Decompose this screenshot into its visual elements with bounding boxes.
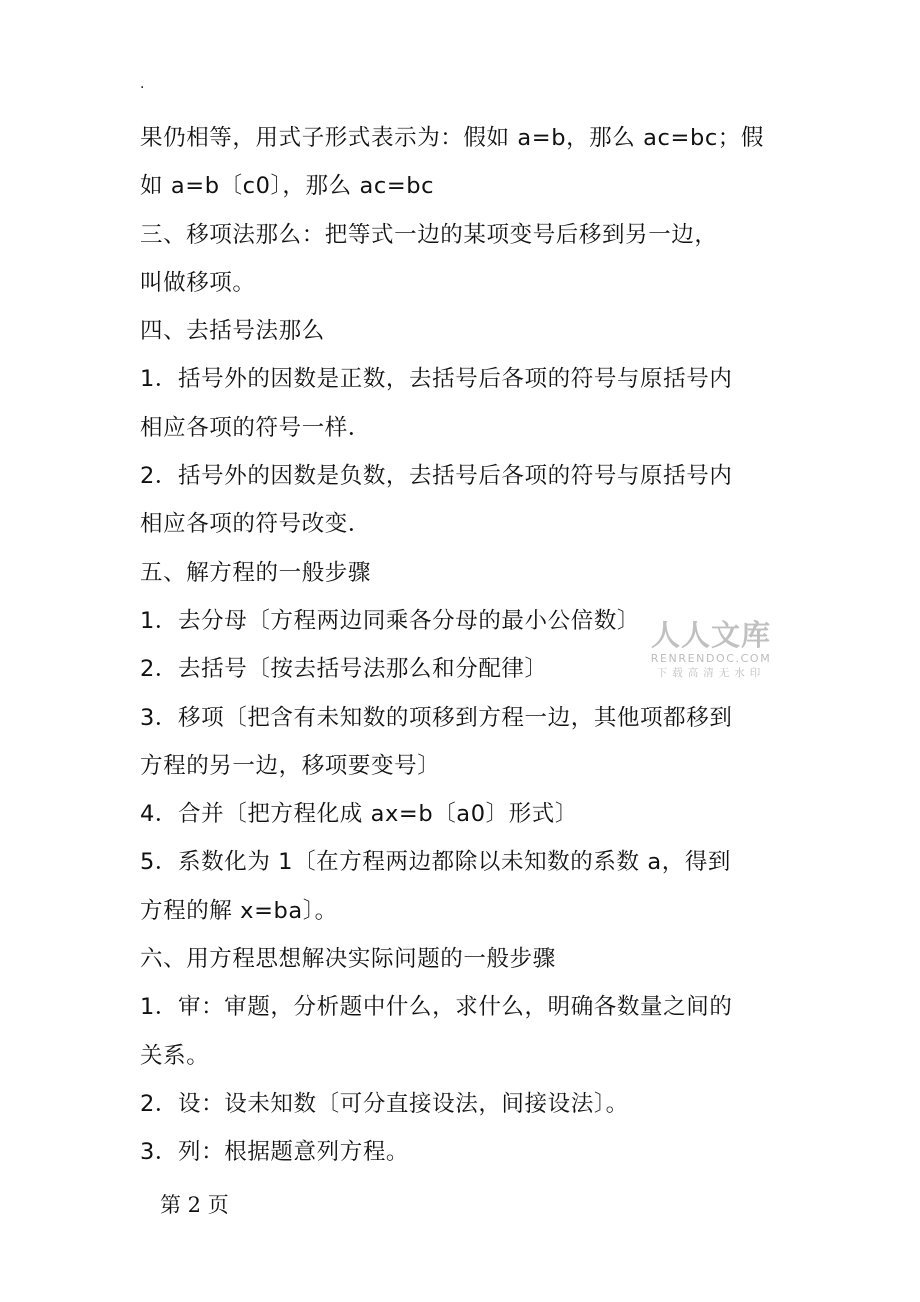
page-number: 第 2 页 xyxy=(160,1193,229,1217)
text-line: 相应各项的符号一样． xyxy=(140,414,372,441)
text-line: 方程的另一边，移项要变号〕 xyxy=(140,752,441,779)
list-item: 1．去分母〔方程两边同乘各分母的最小公倍数〕 xyxy=(140,607,641,634)
list-item: 5．系数化为 1〔在方程两边都除以未知数的系数 a，得到 xyxy=(140,849,732,876)
text-line: 相应各项的符号改变． xyxy=(140,511,372,538)
list-item: 3．列：根据题意列方程。 xyxy=(140,1139,410,1166)
text-line: 如 a=b〔c0〕，那么 ac=bc xyxy=(140,173,435,200)
list-item: 2．去括号〔按去括号法那么和分配律〕 xyxy=(140,656,548,683)
section-heading: 四、去括号法那么 xyxy=(140,318,325,345)
watermark-title: 人人文库 xyxy=(650,618,771,652)
watermark-slogan: 下载高清无水印 xyxy=(656,667,766,679)
text-line: 果仍相等，用式子形式表示为：假如 a=b，那么 ac=bc；假 xyxy=(140,125,764,151)
list-item: 3．移项〔把含有未知数的项移到方程一边，其他项都移到 xyxy=(140,704,733,731)
list-item: 4．合并〔把方程化成 ax=b〔a0〕形式〕 xyxy=(140,801,579,828)
watermark-domain: RENRENDOC.COM xyxy=(650,652,772,665)
section-heading: 六、用方程思想解决实际问题的一般步骤 xyxy=(140,946,556,973)
text-line: 方程的解 x=ba〕。 xyxy=(140,897,338,924)
watermark-logo xyxy=(646,618,776,680)
section-heading: 五、解方程的一般步骤 xyxy=(140,559,372,586)
list-item: 2．设：设未知数〔可分直接设法，间接设法〕。 xyxy=(140,1090,629,1117)
text-line: 叫做移项。 xyxy=(140,269,256,296)
header-dot: . xyxy=(140,76,145,92)
list-item: 2．括号外的因数是负数，去括号后各项的符号与原括号内 xyxy=(140,463,733,490)
text-line: 关系。 xyxy=(140,1042,210,1069)
list-item: 1．括号外的因数是正数，去括号后各项的符号与原括号内 xyxy=(140,366,733,393)
section-heading: 三、移项法那么：把等式一边的某项变号后移到另一边， xyxy=(140,221,718,248)
list-item: 1．审：审题，分析题中什么，求什么，明确各数量之间的 xyxy=(140,994,733,1021)
